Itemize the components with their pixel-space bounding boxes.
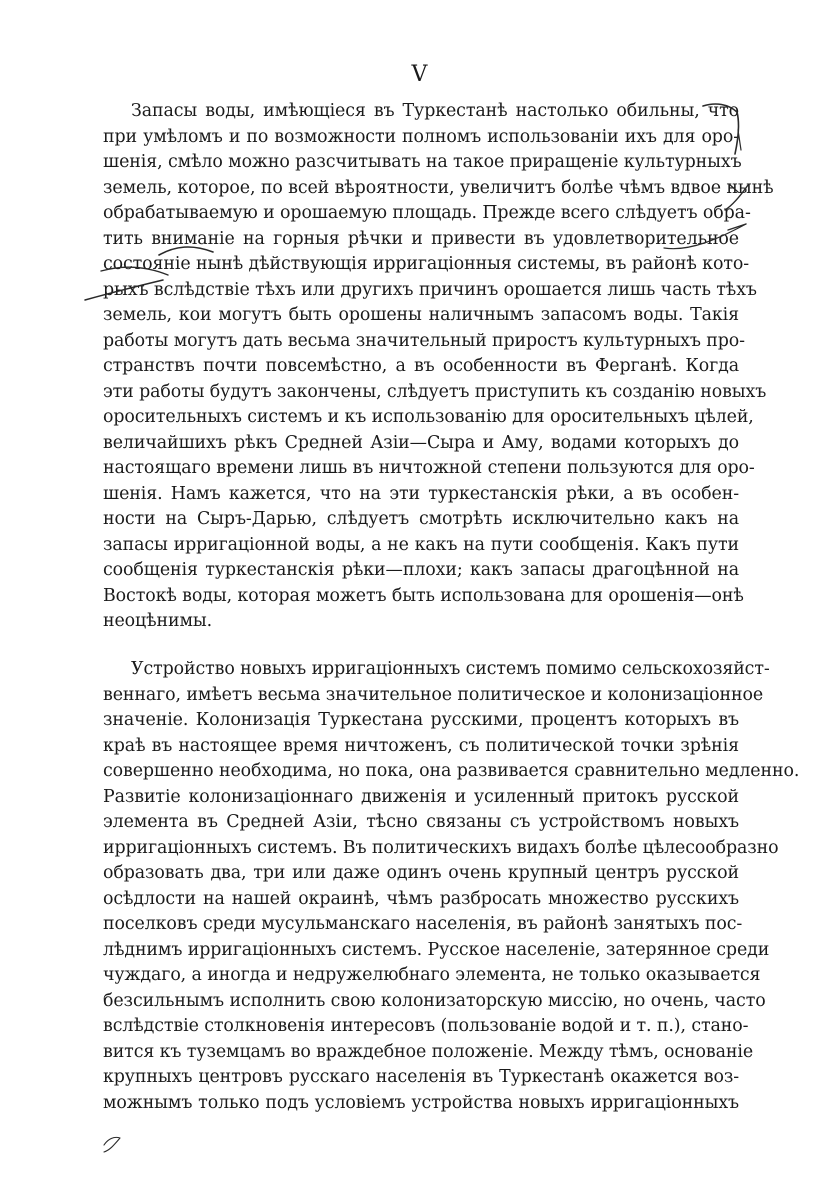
text-line: земель, которое, по всей вѣроятности, увеличитъ болѣе чѣмъ вдвое нынѣ (103, 177, 774, 198)
text-line: шенія, смѣло можно разсчитывать на такое приращеніе культурныхъ (103, 152, 742, 172)
text-line: безсильнымъ исполнить свою колонизаторскую миссію, но очень, часто (103, 990, 766, 1011)
text-line: оросительныхъ системъ и къ использованію для оросительныхъ цѣлей, (103, 407, 754, 427)
text-line: шенія. Намъ кажется, что на эти туркестанскія рѣки, а въ особен- (103, 483, 739, 504)
text-line: земель, кои могутъ быть орошены наличнымъ запасомъ воды. Такія (103, 305, 739, 325)
text-line: вслѣдствіе столкновенія интересовъ (пользованіе водой и т. п.), стано- (103, 1016, 749, 1036)
text-line: при умѣломъ и по возможности полномъ использованіи ихъ для оро- (103, 126, 739, 147)
text-line: Развитіе колонизаціоннаго движенія и усиленный притокъ русской (103, 786, 739, 807)
text-line: рыхъ вслѣдствіе тѣхъ или другихъ причинъ орошается лишь часть тѣхъ (103, 279, 757, 300)
text-line: крупныхъ центровъ русскаго населенія въ Туркестанѣ окажется воз- (103, 1067, 739, 1087)
text-line: вится къ туземцамъ во враждебное положеніе. Между тѣмъ, основаніе (103, 1041, 754, 1062)
text-line: сообщенія туркестанскія рѣки—плохи; какъ запасы драгоцѣнной на (103, 560, 739, 580)
text-line: Востокѣ воды, которая можетъ быть использована для орошенія—онѣ (103, 585, 744, 606)
text-line: совершенно необходима, но пока, она развивается сравнительно медленно. (103, 761, 800, 781)
text-line: неоцѣнимы. (103, 611, 213, 631)
text-line: обрабатываемую и орошаемую площадь. Прежде всего слѣдуетъ обра- (103, 203, 751, 223)
text-line: Запасы воды, имѣющіеся въ Туркестанѣ настолько обильны, что (131, 101, 739, 121)
text-line: ирригаціонныхъ системъ. Въ политическихъ видахъ болѣе цѣлесообразно (103, 837, 779, 858)
text-line: лѣднимъ ирригаціонныхъ системъ. Русское населеніе, затерянное среди (103, 939, 770, 960)
text-line: состояніе нынѣ дѣйствующія ирригаціонныя системы, въ районѣ кото- (103, 254, 749, 274)
text-line: Устройство новыхъ ирригаціонныхъ системъ помимо сельскохозяйст- (131, 659, 770, 679)
text-line: запасы ирригаціонной воды, а не какъ на пути сообщенія. Какъ пути (103, 534, 739, 555)
text-line: элемента въ Средней Азіи, тѣсно связаны съ устройствомъ новыхъ (103, 812, 739, 832)
text-line: осѣдлости на нашей окраинѣ, чѣмъ разбросать множество русскихъ (103, 888, 739, 909)
text-line: ности на Сыръ-Дарью, слѣдуетъ смотрѣть исключительно какъ на (103, 509, 739, 529)
left-margin-scribble-mark (104, 1137, 120, 1152)
text-line: работы могутъ дать весьма значительный приростъ культурныхъ про- (103, 330, 745, 351)
page-number: V (411, 62, 429, 87)
text-line: настоящаго времени лишь въ ничтожной степени пользуются для оро- (103, 458, 755, 478)
text-line: чуждаго, а иногда и недружелюбнаго элемента, не только оказывается (103, 965, 761, 985)
text-line: величайшихъ рѣкъ Средней Азіи—Сыра и Аму, водами которыхъ до (103, 432, 739, 453)
text-line: веннаго, имѣетъ весьма значительное политическое и колонизаціонное (103, 684, 764, 705)
text-line: можнымъ только подъ условіемъ устройства новыхъ ирригаціонныхъ (103, 1092, 739, 1113)
text-line: поселковъ среди мусульманскаго населенія, въ районѣ занятыхъ пос- (103, 914, 743, 934)
text-line: краѣ въ настоящее время ничтоженъ, съ политической точки зрѣнія (103, 735, 739, 756)
paragraph-2 (103, 657, 800, 1116)
text-line: странствъ почти повсемѣстно, а въ особенности въ Ферганѣ. Когда (103, 356, 739, 376)
text-line: значеніе. Колонизація Туркестана русскими, процентъ которыхъ въ (103, 710, 739, 730)
text-line: образовать два, три или даже одинъ очень крупный центръ русской (103, 863, 739, 883)
text-line: эти работы будутъ закончены, слѣдуетъ приступить къ созданію новыхъ (103, 381, 767, 402)
text-line: тить вниманіе на горныя рѣчки и привести въ удовлетворительное (103, 228, 739, 249)
paragraph-1 (103, 99, 774, 635)
